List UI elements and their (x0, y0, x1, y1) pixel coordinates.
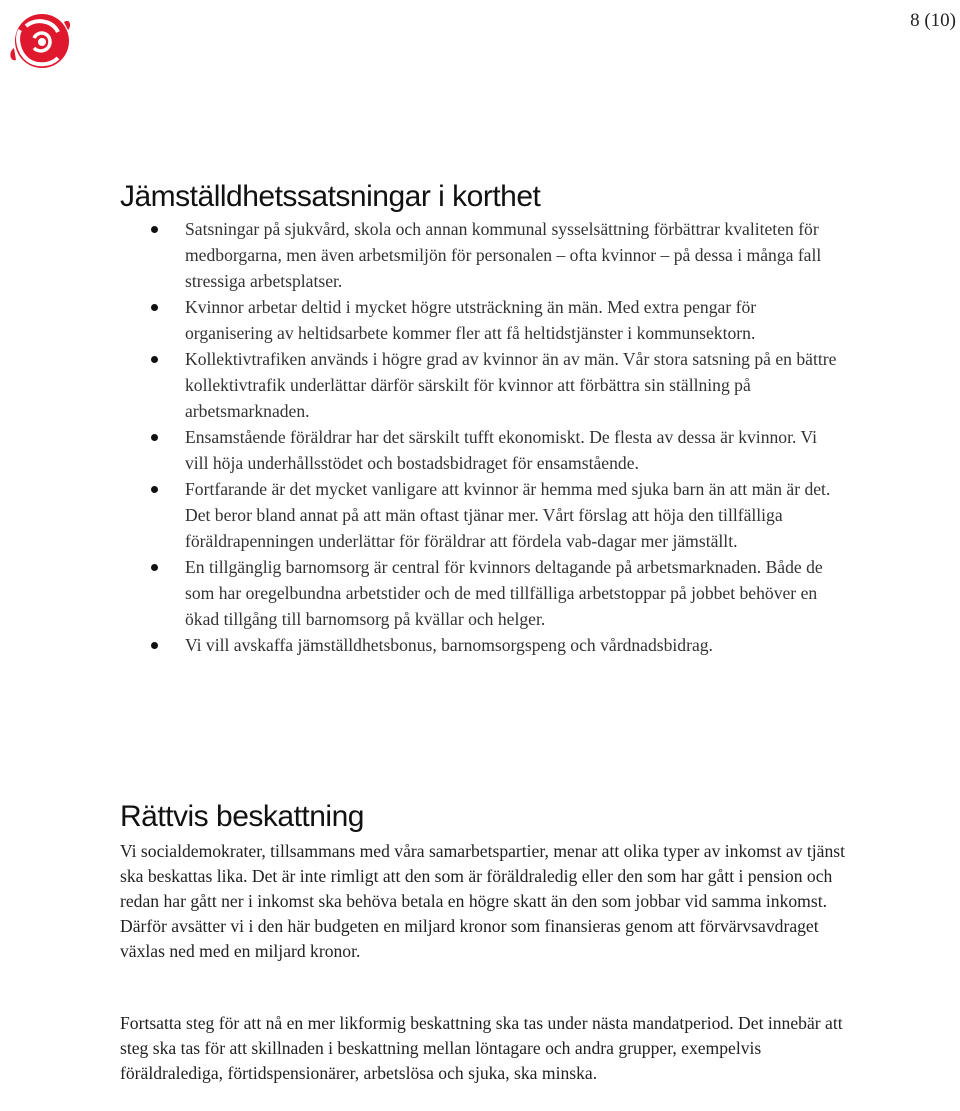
list-item (120, 425, 840, 477)
bullet-icon (151, 226, 158, 233)
section-heading-rattvis-beskattning: Rättvis beskattning (120, 800, 364, 833)
section-heading-jamstalldhet: Jämställdhetssatsningar i korthet (120, 180, 541, 213)
list-item (120, 347, 840, 424)
page-number: 8 (10) (910, 10, 956, 31)
bullet-icon (151, 486, 158, 493)
bullet-icon (151, 304, 158, 311)
paragraph: Vi socialdemokrater, tillsammans med våra samarbetspartier, menar att olika typer av inkomst av tjänst ska beskattas lika. Det är inte rimligt att den som är föräldraledig eller den som har gått i pension och redan har gått ner i inkomst ska behöva betala en högre skatt än den som jobbar vid samma inkomst. Därför avsätter vi i den här budgeten en miljard kronor som finansieras genom att förvärvsavdraget växlas ned med en miljard kronor. (120, 841, 846, 961)
list-item-text: Kvinnor arbetar deltid i mycket högre utsträckning än män. Med extra pengar för organisering av heltidsarbete kommer fler att få heltidstjänster i kommunsektorn. (185, 296, 757, 343)
bullet-icon (151, 356, 158, 363)
bullet-icon (151, 434, 158, 441)
list-item-text: Vi vill avskaffa jämställdhetsbonus, barnomsorgspeng och vårdnadsbidrag. (185, 635, 713, 656)
bullet-list (120, 217, 840, 660)
bullet-icon (151, 564, 158, 571)
list-item-text: Fortfarande är det mycket vanligare att kvinnor är hemma med sjuka barn än att män är det. Det beror bland annat på att män oftast tjänar mer. Vårt förslag att höja den tillfälliga föräldrapenningen underlättar för föräldrar att fördela vab-dagar mer jämställt. (185, 479, 831, 551)
list-item (120, 295, 840, 347)
paragraph: Fortsatta steg för att nå en mer likformig beskattning ska tas under nästa mandatperiod. Det innebär att steg ska tas för att skillnaden i beskattning mellan löntagare och andra grupper, exempelvis föräldralediga, förtidspensionärer, arbetslösa och sjuka, ska minska. (120, 1013, 843, 1083)
list-item-text: Satsningar på sjukvård, skola och annan kommunal sysselsättning förbättrar kvaliteten för medborgarna, men även arbetsmiljön för personalen – ofta kvinnor – på dessa i många fall stressiga arbetsplatser. (185, 219, 822, 291)
list-item (120, 477, 840, 554)
red-rose-icon (6, 8, 74, 76)
bullet-icon (151, 642, 158, 649)
list-item-text: En tillgänglig barnomsorg är central för kvinnors deltagande på arbetsmarknaden. Både de som har oregelbundna arbetstider och de med tillfälliga arbetstoppar på jobbet behöver en ökad tillgång till barnomsorg på kvällar och helger. (185, 557, 823, 629)
list-item-text: Kollektivtrafiken används i högre grad av kvinnor än av män. Vår stora satsning på en bättre kollektivtrafik underlättar därför särskilt för kvinnor att förbättra sin ställning på arbetsmarknaden. (185, 349, 837, 421)
list-item (120, 633, 840, 659)
list-item-text: Ensamstående föräldrar har det särskilt tufft ekonomiskt. De flesta av dessa är kvinnor. Vi vill höja underhållsstödet och bostadsbidraget för ensamstående. (185, 427, 817, 473)
list-item (120, 217, 840, 294)
list-item (120, 555, 840, 632)
